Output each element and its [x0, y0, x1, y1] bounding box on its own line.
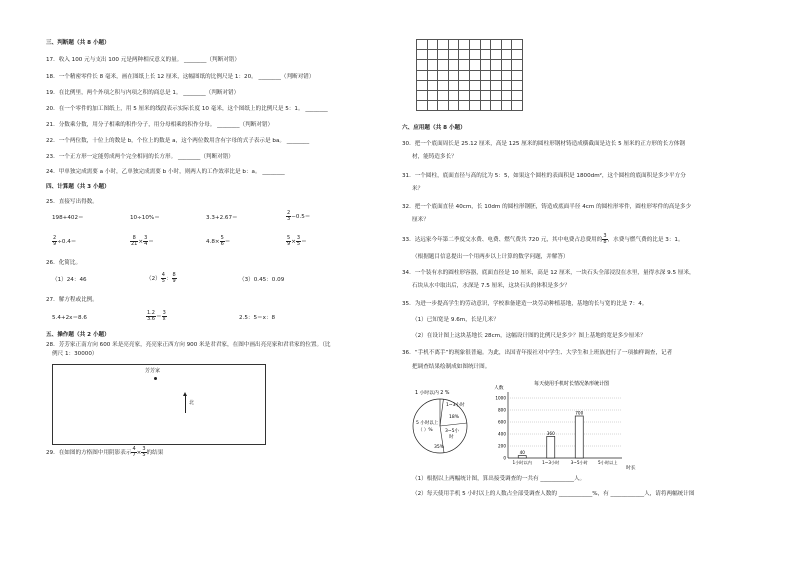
bar-chart [474, 376, 754, 472]
ratio-label: （2） [146, 276, 161, 282]
grid-cell[interactable] [480, 70, 491, 80]
question-36: 36．“手机不离手”的现象很普遍。为此，出国青年报社对中学生、大学生和上班族进行了一项抽样调查，记者 [402, 350, 673, 356]
grid-cell[interactable] [469, 101, 480, 111]
grid-cell[interactable] [427, 60, 438, 70]
grid-cell[interactable] [417, 90, 428, 100]
grid-cell[interactable] [469, 40, 480, 50]
question-29-text: 29．在如图的方格图中用阴影表示 [46, 450, 132, 456]
grid-cell[interactable] [480, 40, 491, 50]
ratio-item-1: （1）24：46 [52, 277, 87, 283]
calc-item-3: 3.3+2.67＝ [206, 215, 238, 221]
question-27: 27．解方程或比例。 [46, 297, 98, 303]
map-box[interactable] [52, 364, 266, 445]
question-32-cont: 厘米？ [412, 217, 429, 223]
pie-blank-percent: （ ）% [418, 428, 433, 433]
pie-divider [440, 423, 467, 426]
grid-cell[interactable] [501, 60, 512, 70]
x-tick-label: 5小时以上 [598, 460, 618, 465]
bar [518, 456, 526, 458]
grid-row [417, 50, 523, 60]
y-tick-label: 800 [498, 407, 506, 413]
fangfang-home-dot [154, 377, 157, 380]
grid-row [417, 101, 523, 111]
grid-row [417, 80, 523, 90]
y-tick-label: 400 [498, 431, 506, 437]
grid-cell[interactable] [438, 80, 449, 90]
grid-cell[interactable] [512, 40, 523, 50]
y-tick-label: 600 [498, 419, 506, 425]
grid-cell[interactable] [448, 90, 459, 100]
calc-item-2: 10÷10%＝ [130, 215, 160, 221]
grid-cell[interactable] [512, 101, 523, 111]
grid-cell[interactable] [417, 80, 428, 90]
question-23: 23．一个正方形一定能剪成两个完全相同的长方形。 ________（判断对错） [46, 154, 234, 160]
grid-cell[interactable] [491, 70, 502, 80]
grid-cell[interactable] [438, 101, 449, 111]
grid-cell[interactable] [501, 50, 512, 60]
pie-divider [440, 399, 443, 426]
y-tick-label: 1000 [495, 395, 506, 401]
bar-value-label: 40 [519, 450, 525, 456]
grid-cell[interactable] [417, 40, 428, 50]
pie-value-18: 18% [449, 415, 460, 420]
grid-cell[interactable] [501, 101, 512, 111]
grid-cell[interactable] [512, 90, 523, 100]
question-29: 29．在如图的方格图中用阴影表示 $\frac{4}{7}$ × $\frac{3}{5}$ 的结果 [46, 446, 164, 458]
equation-3: 2.5：5＝x：8 [239, 315, 276, 321]
grid-cell[interactable] [491, 50, 502, 60]
grid-cell[interactable] [459, 90, 470, 100]
x-tick-label: 3~5小时 [570, 460, 588, 465]
calc-item-5 [52, 236, 76, 247]
y-tick-label: 0 [503, 455, 506, 461]
grid-cell[interactable] [480, 60, 491, 70]
calc-text: ＝ [148, 239, 154, 245]
grid-cell[interactable] [480, 101, 491, 111]
grid-cell[interactable] [417, 60, 428, 70]
calc-item-7: 4.8× $\frac{5}{6}$ ＝ [206, 235, 231, 247]
fraction: $\frac{3}{x}$ [162, 310, 166, 322]
calc-item-8: $\frac{5}{9}$ × $\frac{3}{5}$ ＝ [287, 235, 307, 247]
fraction: $\frac{2}{3}$ [287, 210, 291, 222]
question-33-tail: ，水费与燃气费的比是 3：1。 [607, 237, 684, 243]
section-title-application: 六、应用题（共 8 小题） [402, 125, 466, 131]
grid-cell[interactable] [480, 90, 491, 100]
question-29-tail: 的结果 [146, 450, 164, 456]
grid-cell[interactable] [501, 70, 512, 80]
bar-value-label: 360 [546, 430, 555, 436]
pie-label-1-3h: 1~3小时 [446, 403, 465, 408]
bar [575, 416, 583, 458]
grid-cell[interactable] [427, 70, 438, 80]
question-33-text: 33．达远家今年第二季度交水费、电费、燃气费共 720 元，其中电费占总费用的 [402, 237, 603, 243]
equation-1: 5.4+2x＝8.6 [52, 315, 87, 321]
grid-cell[interactable] [459, 50, 470, 60]
grid-cell[interactable] [501, 80, 512, 90]
y-tick-label: 200 [498, 443, 506, 449]
section-title-operation: 五、操作题（共 2 小题） [46, 332, 110, 338]
grid-cell[interactable] [501, 90, 512, 100]
grid-cell[interactable] [491, 101, 502, 111]
ratio-item-3: （3）0.45：0.09 [239, 277, 285, 283]
grid-cell[interactable] [448, 40, 459, 50]
calc-item-6: $\frac{8}{21}$ × $\frac{3}{4}$ ＝ [131, 235, 154, 247]
grid-cell[interactable] [469, 50, 480, 60]
grid-cell[interactable] [459, 60, 470, 70]
grid-cell[interactable] [438, 50, 449, 60]
grid-cell[interactable] [491, 90, 502, 100]
grid-cell[interactable] [469, 70, 480, 80]
question-31: 31．一个圆柱，底面直径与高的比为 5：5，如果这个圆柱的表面积是 1800dm²，这个圆柱的底面积是多少平方分 [402, 173, 686, 179]
question-26: 26．化简比。 [46, 260, 82, 266]
fraction: $\frac{3}{8}$ [603, 233, 607, 245]
x-tick-label: 1小时以内 [512, 460, 532, 465]
grid-row [417, 60, 523, 70]
calc-item-4 [286, 211, 310, 222]
question-31-cont: 米？ [412, 186, 424, 192]
map-label-fangfang: 芳芳家 [145, 368, 161, 374]
question-34: 34．一个装有水的圆柱形容器，底面直径是 10 厘米，高是 12 厘米，一块石头全部浸没在水里，量得水深 9.5 厘米， [402, 270, 695, 276]
grid-cell[interactable] [491, 60, 502, 70]
section-title-calc: 四、计算题（共 3 小题） [46, 184, 110, 190]
grid-cell[interactable] [427, 50, 438, 60]
fraction: $\frac{1.2}{3.6}$ [147, 310, 155, 322]
question-35-part2: （2）在设计图上这块基地长 28cm，这幅设计图的比例尺是多少？图上基地的宽是多少厘米？ [412, 333, 646, 339]
fraction: $\frac{8}{9}$ [172, 272, 176, 284]
fraction: $\frac{8}{21}$ [131, 235, 138, 247]
fraction: $\frac{3}{5}$ [142, 446, 146, 458]
calc-text: ÷0.4＝ [57, 239, 77, 245]
grid-cell[interactable] [438, 90, 449, 100]
grid-cell[interactable] [417, 50, 428, 60]
question-35: 35．为进一步提高学生的劳动意识，学校准备建造一块劳动种植基地，基地的长与宽的比是 7：4。 [402, 301, 648, 307]
calc-text: −0.5＝ [291, 214, 311, 220]
calc-item-1: 198+402＝ [52, 215, 84, 221]
grid-cell[interactable] [512, 80, 523, 90]
equation-text: ＝ [155, 314, 162, 320]
pie-value-35: 35% [434, 445, 445, 450]
grid-cell[interactable] [491, 40, 502, 50]
fraction: $\frac{2}{9}$ [53, 235, 57, 247]
grid-cell[interactable] [448, 60, 459, 70]
x-tick-label: 1~3小时 [542, 460, 560, 465]
grid-cell[interactable] [417, 70, 428, 80]
question-36-cont: 把调查结果绘制成如图统计图。 [412, 364, 491, 370]
question-25: 25．直接写出得数。 [46, 199, 98, 205]
section-title-judgment: 三、判断题（共 8 小题） [46, 40, 110, 46]
question-18: 18．一个精密零件长 8 毫米，画在图纸上长 12 厘米，这幅图纸的比例尺是 1：20。 ________（判断对错） [46, 74, 315, 80]
fraction: $\frac{4}{7}$ [132, 446, 136, 458]
north-arrowhead-icon [183, 392, 187, 396]
bar-value-label: 700 [575, 410, 584, 416]
grid-cell[interactable] [480, 80, 491, 90]
chart-title: 每天使用手机时长情况条形统计图 [534, 381, 610, 387]
pie-label-under-1h: 1 小时以内 2 % [415, 391, 450, 396]
grid-cell[interactable] [438, 60, 449, 70]
grid-cell[interactable] [469, 80, 480, 90]
question-30: 30．把一个底面周长是 25.12 厘米，高是 125 厘米的圆柱形钢材铸造成横截面是边长 5 厘米的正方形的长方体钢 [402, 141, 685, 147]
grid-cell[interactable] [427, 40, 438, 50]
x-axis-label: 时长 [626, 466, 636, 471]
grid-cell[interactable] [459, 70, 470, 80]
grid-cell[interactable] [427, 90, 438, 100]
pie-chart [409, 386, 471, 460]
grid-cell[interactable] [427, 101, 438, 111]
grid-cell[interactable] [438, 70, 449, 80]
pie-label-3-5h-cont: 时 [449, 435, 454, 440]
grid-row [417, 90, 523, 100]
question-22: 22．一个两位数，十位上的数是 b，个位上的数是 a，这个两位数用含有字母的式子表示是 ba。 ________ [46, 138, 310, 144]
y-axis-label: 人数 [494, 386, 504, 391]
question-19: 19．在比例里，两个外项之积与内项之积的商总是 1。 ________（判断对错） [46, 90, 240, 96]
grid-cell[interactable] [448, 70, 459, 80]
grid-row [417, 40, 523, 50]
north-arrow-icon [185, 395, 186, 413]
fraction: $\frac{3}{4}$ [144, 235, 148, 247]
grid-cell[interactable] [469, 90, 480, 100]
grid-cell[interactable] [512, 50, 523, 60]
grid-cell[interactable] [469, 60, 480, 70]
grid-row [417, 70, 523, 80]
grid-cell[interactable] [459, 101, 470, 111]
question-33-cont: （根据题目信息提出一个用两步以上计算的数学问题，并解答） [412, 254, 569, 260]
question-17: 17．收入 100 元与支出 100 元是两种相反意义的量。 ________（判断对错） [46, 57, 240, 63]
fraction: $\frac{5}{6}$ [220, 235, 224, 247]
question-20: 20．在一个零件的加工图纸上，用 5 厘米的线段表示实际长度 10 毫米，这个图纸上的比例尺是 5：1。 ________ [46, 106, 328, 112]
question-30-cont: 材，能铸造多长？ [412, 154, 457, 160]
grid-cell[interactable] [512, 70, 523, 80]
grid-cell[interactable] [427, 80, 438, 90]
north-label: 北 [189, 400, 195, 406]
grid-cell[interactable] [438, 40, 449, 50]
grid-cell[interactable] [459, 40, 470, 50]
question-33 [402, 234, 684, 245]
grid-cell[interactable] [491, 80, 502, 90]
grid-cell[interactable] [501, 40, 512, 50]
equation-2 [146, 311, 167, 322]
bar [547, 436, 555, 458]
question-32: 32．把一个底面直径 40cm，长 10dm 的圆柱形钢胚，铸造成底面半径 4cm 的圆柱形零件，圆柱形零件的高是多少 [402, 204, 692, 210]
question-36-part1: （1）根据以上两幅统计图，算出接受调查的一共有 ____________人。 [412, 476, 586, 482]
ratio-item-2: （2） $\frac{4}{5}$ ： $\frac{8}{9}$ [146, 272, 176, 284]
question-34-cont: 石块从水中取出后，水深是 7.5 厘米，这块石头的体积是多少？ [412, 283, 570, 289]
calc-text: ＝ [301, 239, 307, 245]
question-21: 21．分数乘分数，用分子相乘的积作分子，用分母相乘的积作分母。 ________（判断对错） [46, 122, 274, 128]
grid-cell[interactable] [448, 50, 459, 60]
fraction: $\frac{5}{9}$ [287, 235, 291, 247]
grid-cell[interactable] [448, 80, 459, 90]
question-28-cont: 例尺 1：30000） [52, 351, 98, 357]
grid-cell[interactable] [480, 50, 491, 60]
pie-label-over-5h: 5 小时以上 [416, 421, 439, 426]
grid-cell[interactable] [448, 101, 459, 111]
question-35-part1: （1）已知宽是 9.6m，长是几米？ [412, 317, 499, 323]
fraction: $\frac{4}{5}$ [161, 272, 165, 284]
grid-cell[interactable] [512, 60, 523, 70]
question-36-part2: （2）每天使用手机 5 小时以上的人数占全部受调查人数的 ____________%，有 ____________人，请将两幅统计图 [412, 491, 695, 497]
question-24: 24．甲单独完成需要 a 小时，乙单独完成需要 b 小时，则两人的工作效率比是 b：a。 ________ [46, 169, 285, 175]
square-grid[interactable] [416, 39, 523, 111]
fraction: $\frac{3}{5}$ [296, 235, 301, 247]
pie-label-3-5h: 3~5小 [445, 429, 459, 434]
grid-cell[interactable] [459, 80, 470, 90]
grid-cell[interactable] [417, 101, 428, 111]
question-28: 28．芳芳家正南方向 600 米是亮亮家，亮亮家正西方向 900 米是君君家，在图中画出亮亮家和君君家的位置。（比 [46, 342, 331, 348]
calc-text: ＝ [224, 239, 231, 245]
